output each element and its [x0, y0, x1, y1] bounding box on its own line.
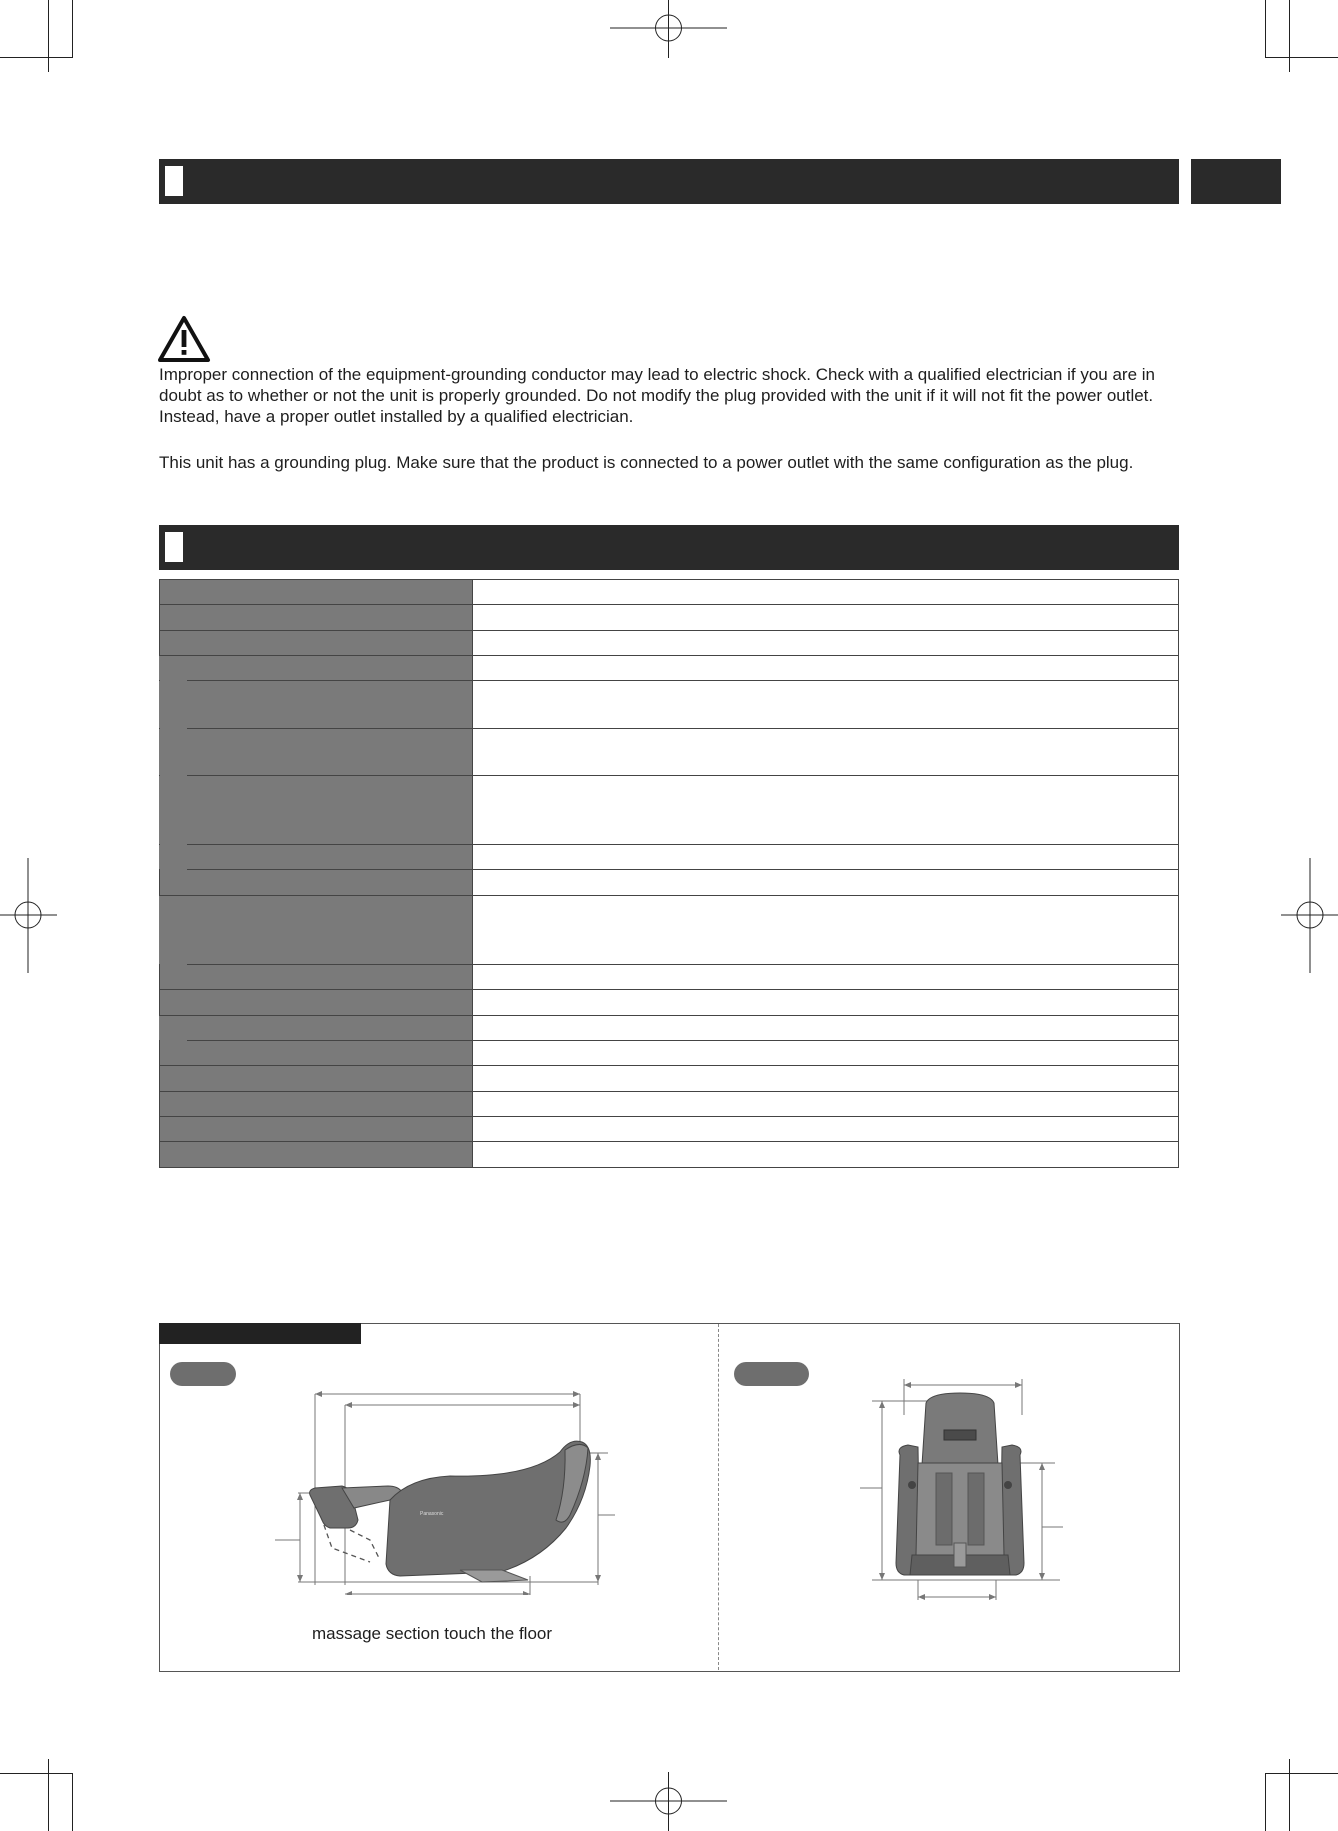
spec-value-cell — [473, 965, 1179, 990]
spec-value-cell — [473, 1041, 1179, 1066]
spec-sublabel-cell — [160, 776, 473, 845]
dimensions-panel-label — [159, 1323, 361, 1344]
spec-value-cell — [473, 605, 1179, 631]
spec-label-cell — [160, 1117, 473, 1142]
panel-divider — [718, 1324, 719, 1670]
spec-label-cell — [160, 1041, 473, 1066]
specifications-table — [159, 579, 1179, 1168]
table-row — [160, 1142, 1179, 1168]
spec-label-cell — [160, 1066, 473, 1092]
spec-value-cell — [473, 870, 1179, 896]
spec-label-cell — [160, 631, 473, 656]
spec-label-cell — [160, 580, 473, 605]
chair-side-view-illustration — [270, 1380, 615, 1595]
spec-value-cell — [473, 1092, 1179, 1117]
grounding-plug-note: This unit has a grounding plug. Make sure that the product is connected to a power outlet with the same configuration as the plug. — [159, 453, 1134, 472]
spec-value-cell — [473, 1066, 1179, 1092]
spec-value-cell — [473, 631, 1179, 656]
warning-triangle-icon — [157, 315, 211, 363]
spec-value-cell — [473, 896, 1179, 965]
spec-value-cell — [473, 729, 1179, 776]
table-row — [160, 990, 1179, 1016]
warning-paragraph: Improper connection of the equipment-grounding conductor may lead to electric shock. Check with a qualified electrician if you are in doubt as to whether or not the unit is properly grounded. Do not modify the plug provided with the unit if it will not fit the power outlet. Instead, have a proper outlet installed by a qualified electrician. — [159, 365, 1155, 426]
section-header-notch — [165, 532, 183, 562]
spec-value-cell — [473, 845, 1179, 870]
spec-label-cell — [160, 990, 473, 1016]
registration-mark-bottom — [610, 1770, 728, 1831]
spec-value-cell — [473, 776, 1179, 845]
side-view-caption: massage section touch the floor — [312, 1624, 553, 1643]
spec-sublabel-cell — [160, 1016, 473, 1041]
brand-mark: Panasonic — [420, 1511, 444, 1517]
spec-value-cell — [473, 681, 1179, 729]
spec-sublabel-cell — [160, 681, 473, 729]
table-row — [160, 1016, 1179, 1041]
table-row — [160, 965, 1179, 990]
table-row — [160, 1092, 1179, 1117]
spec-sublabel-cell — [160, 729, 473, 776]
table-row — [160, 1117, 1179, 1142]
specifications-header-bar — [159, 525, 1179, 570]
table-row — [160, 580, 1179, 605]
registration-mark-left — [0, 858, 58, 973]
spec-value-cell — [473, 656, 1179, 681]
spec-sublabel-cell — [160, 845, 473, 870]
spec-value-cell — [473, 990, 1179, 1016]
spec-sublabel-cell — [160, 656, 473, 681]
side-view-pill — [170, 1362, 236, 1386]
registration-mark-top — [610, 0, 728, 60]
table-row — [160, 681, 1179, 729]
spec-value-cell — [473, 1117, 1179, 1142]
table-row — [160, 776, 1179, 845]
table-row — [160, 1066, 1179, 1092]
table-row — [160, 896, 1179, 965]
table-row — [160, 631, 1179, 656]
table-row — [160, 729, 1179, 776]
section-header-notch — [165, 166, 183, 196]
spec-value-cell — [473, 1142, 1179, 1168]
spec-label-cell — [160, 1142, 473, 1168]
table-row — [160, 605, 1179, 631]
table-row — [160, 1041, 1179, 1066]
spec-label-cell — [160, 870, 473, 896]
spec-label-cell — [160, 1092, 473, 1117]
table-row — [160, 656, 1179, 681]
spec-sublabel-cell — [160, 896, 473, 965]
spec-value-cell — [473, 580, 1179, 605]
table-row — [160, 870, 1179, 896]
spec-label-cell — [160, 605, 473, 631]
spec-value-cell — [473, 1016, 1179, 1041]
spec-label-cell — [160, 965, 473, 990]
front-view-pill — [734, 1362, 809, 1386]
chair-front-view-illustration — [860, 1375, 1070, 1605]
registration-mark-right — [1280, 858, 1338, 973]
table-row — [160, 845, 1179, 870]
page-tab-bar — [1191, 159, 1281, 204]
section-header-bar — [159, 159, 1179, 204]
